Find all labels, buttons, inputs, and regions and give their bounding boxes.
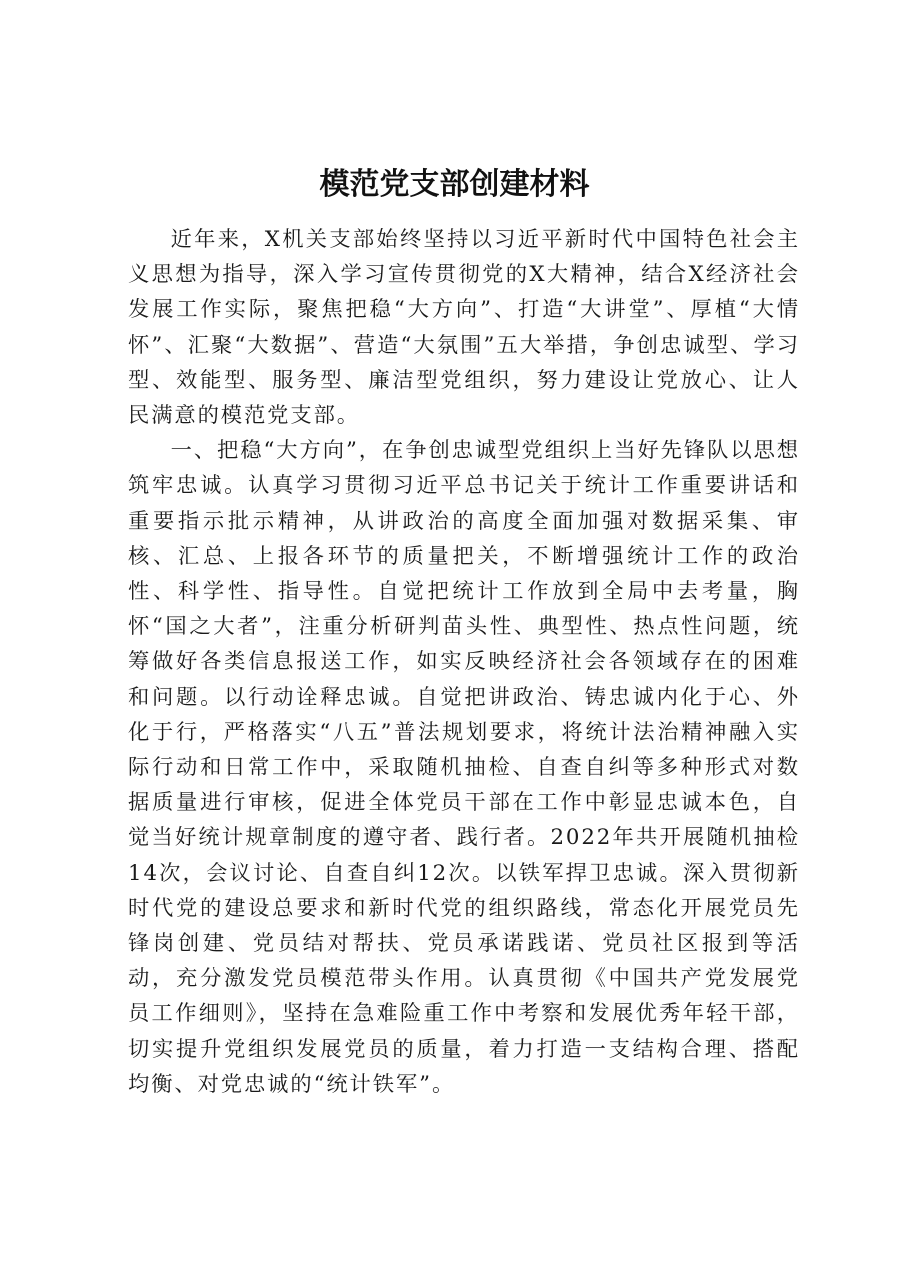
document-body xyxy=(128,222,800,1102)
paragraph-section-one: 一、把稳“大方向”，在争创忠诚型党组织上当好先锋队以思想筑牢忠诚。认真学习贯彻习近平总书记关于统计工作重要讲话和重要指示批示精神，从讲政治的高度全面加强对数据采集、审核、汇总、上报各环节的质量把关，不断增强统计工作的政治性、科学性、指导性。自觉把统计工作放到全局中去考量，胸怀“国之大者”，注重分析研判苗头性、典型性、热点性问题，统筹做好各类信息报送工作，如实反映经济社会各领域存在的困难和问题。以行动诠释忠诚。自觉把讲政治、铸忠诚内化于心、外化于行，严格落实“八五”普法规划要求，将统计法治精神融入实际行动和日常工作中，采取随机抽检、自查自纠等多种形式对数据质量进行审核，促进全体党员干部在工作中彰显忠诚本色，自觉当好统计规章制度的遵守者、践行者。2022年共开展随机抽检14次，会议讨论、自查自纠12次。以铁军捍卫忠诚。深入贯彻新时代党的建设总要求和新时代党的组织路线，常态化开展党员先锋岗创建、党员结对帮扶、党员承诺践诺、党员社区报到等活动，充分激发党员模范带头作用。认真贯彻《中国共产党发展党员工作细则》，坚持在急难险重工作中考察和发展优秀年轻干部，切实提升党组织发展党员的质量，着力打造一支结构合理、搭配均衡、对党忠诚的“统计铁军”。 xyxy=(128,438,800,1097)
document-title: 模范党支部创建材料 xyxy=(319,167,590,202)
paragraph-intro: 近年来，X机关支部始终坚持以习近平新时代中国特色社会主义思想为指导，深入学习宣传贯彻党的X大精神，结合X经济社会发展工作实际，聚焦把稳“大方向”、打造“大讲堂”、厚植“大情怀”、汇聚“大数据”、营造“大氛围”五大举措，争创忠诚型、学习型、效能型、服务型、廉洁型党组织，努力建设让党放心、让人民满意的模范党支部。 xyxy=(128,227,800,429)
